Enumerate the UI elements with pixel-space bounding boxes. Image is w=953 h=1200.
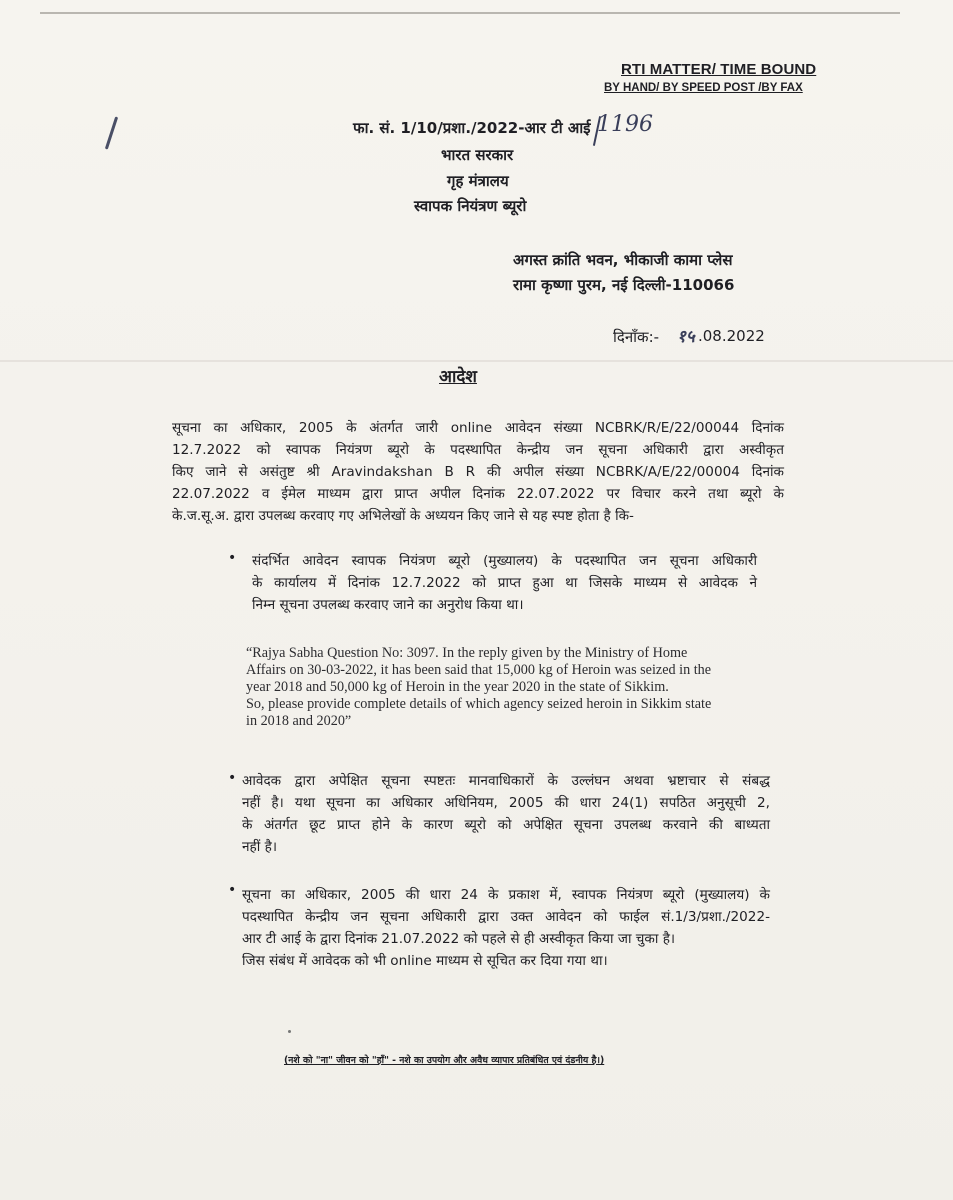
quote-line: So, please provide complete details of which agency seized heroin in Sikkim state: [246, 696, 712, 712]
paper-fold: [0, 360, 953, 362]
bullet-1: [252, 550, 757, 616]
bullet-3-line: पदस्थापित केन्द्रीय जन सूचना अधिकारी द्वारा उक्त आवेदन को फाईल सं.1/3/प्रशा./2022-: [242, 909, 770, 925]
bureau-name: स्वापक नियंत्रण ब्यूरो: [414, 197, 527, 215]
bullet-3-line: जिस संबंध में आवेदक को भी online माध्यम से सूचित कर दिया गया था।: [242, 953, 608, 969]
bullet-1-line: संदर्भित आवेदन स्वापक नियंत्रण ब्यूरो (मुख्यालय) के पदस्थापित जन सूचना अधिकारी: [252, 553, 757, 569]
ministry-name: गृह मंत्रालय: [447, 172, 509, 190]
quote-line: in 2018 and 2020”: [246, 713, 352, 729]
bullet-marker: •: [228, 882, 237, 898]
intro-paragraph: [172, 417, 784, 527]
handwritten-date-day: १५: [677, 327, 695, 347]
intro-line: 22.07.2022 व ईमेल माध्यम द्वारा प्राप्त अपील दिनांक 22.07.2022 पर विचार करने तथा ब्यूरो के: [172, 486, 784, 502]
bullet-1-line: के कार्यालय में दिनांक 12.7.2022 को प्राप्त हुआ था जिसके माध्यम से आवेदक ने: [252, 575, 757, 591]
anti-drug-slogan: (नशे को "ना" जीवन को "हाँ" - नशे का उपयोग और अवैध व्यापार प्रतिबंधित एवं दंडनीय है।): [284, 1055, 605, 1066]
bullet-3: [242, 884, 770, 972]
scan-edge: [40, 12, 900, 14]
bullet-2-line: नहीं है।: [242, 839, 277, 855]
bullet-marker: •: [228, 550, 237, 566]
date-month-year: .08.2022: [698, 327, 765, 345]
margin-pen-mark: [105, 116, 118, 149]
intro-line: किए जाने से असंतुष्ट श्री Aravindakshan B R की अपील संख्या NCBRK/A/E/22/00004 दिनांक: [172, 464, 784, 480]
address-line-2: रामा कृष्णा पुरम, नई दिल्ली-110066: [513, 276, 735, 294]
intro-line: के.ज.सू.अ. द्वारा उपलब्ध करवाए गए अभिलेखों के अध्ययन किए जाने से यह स्पष्ट होता है कि-: [172, 508, 634, 524]
requested-information-quote: [246, 645, 786, 730]
address-line-1: अगस्त क्रांति भवन, भीकाजी कामा प्लेस: [513, 251, 733, 269]
delivery-mode-label: BY HAND/ BY SPEED POST /BY FAX: [604, 82, 803, 94]
government-name: भारत सरकार: [441, 146, 514, 164]
scan-speck: [288, 1030, 291, 1033]
intro-line: सूचना का अधिकार, 2005 के अंतर्गत जारी online आवेदन संख्या NCBRK/R/E/22/00044 दिनांक: [172, 420, 784, 436]
bullet-2-line: के अंतर्गत छूट प्राप्त होने के कारण ब्यूरो को अपेक्षित सूचना उपलब्ध करवाने की बाध्यता: [242, 817, 770, 833]
bullet-2-line: नहीं है। यथा सूचना का अधिकार अधिनियम, 2005 की धारा 24(1) सपठित अनुसूची 2,: [242, 795, 770, 811]
bullet-2-line: आवेदक द्वारा अपेक्षित सूचना स्पष्टतः मानवाधिकारों के उल्लंघन अथवा भ्रष्टाचार से संबद्ध: [242, 773, 770, 789]
file-number: फा. सं. 1/10/प्रशा./2022-आर टी आई: [353, 119, 591, 137]
bullet-2: [242, 770, 770, 858]
bullet-3-line: आर टी आई के द्वारा दिनांक 21.07.2022 को पहले से ही अस्वीकृत किया जा चुका है।: [242, 931, 676, 947]
quote-line: Affairs on 30-03-2022, it has been said that 15,000 kg of Heroin was seized in the: [246, 662, 712, 678]
intro-line: 12.7.2022 को स्वापक नियंत्रण ब्यूरो के पदस्थापित केन्द्रीय जन सूचना अधिकारी द्वारा अस्वीकृत: [172, 442, 784, 458]
handwritten-file-number: 1196: [597, 112, 653, 137]
bullet-1-line: निम्न सूचना उपलब्ध करवाए जाने का अनुरोध किया था।: [252, 597, 524, 613]
bullet-marker: •: [228, 770, 237, 786]
quote-line: “Rajya Sabha Question No: 3097. In the reply given by the Ministry of Home: [246, 645, 688, 661]
order-title: आदेश: [439, 367, 477, 387]
date-label: दिनाँक:-: [613, 328, 660, 346]
rti-matter-label: RTI MATTER/ TIME BOUND: [621, 61, 817, 78]
quote-line: year 2018 and 50,000 kg of Heroin in the year 2020 in the state of Sikkim.: [246, 679, 669, 695]
bullet-3-line: सूचना का अधिकार, 2005 की धारा 24 के प्रकाश में, स्वापक नियंत्रण ब्यूरो (मुख्यालय) के: [242, 887, 770, 903]
